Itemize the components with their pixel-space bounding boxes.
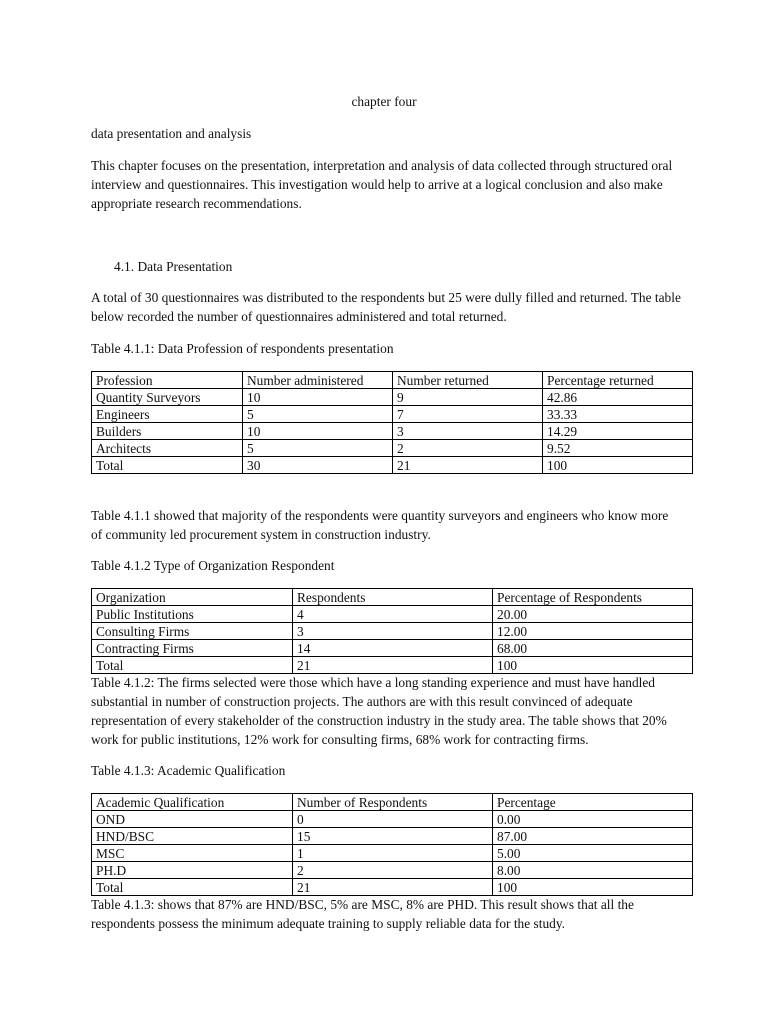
- table-cell: 14.29: [543, 423, 693, 440]
- table-profession: [91, 371, 693, 474]
- header-cell: Respondents: [293, 589, 493, 606]
- table-row: [92, 406, 693, 423]
- subsection-title: Data Presentation: [137, 259, 233, 274]
- table-organization: [91, 588, 693, 674]
- table-cell: 5: [243, 406, 393, 423]
- table-cell: 68.00: [493, 640, 693, 657]
- table-profession-note: Table 4.1.1 showed that majority of the respondents were quantity surveyors and engineers who know more of community led procurement system in construction industry.: [91, 508, 669, 542]
- table-header-row: [92, 589, 693, 606]
- table-cell: 21: [393, 457, 543, 474]
- table-profession-caption: Table 4.1.1: Data Profession of respondents presentation: [91, 341, 394, 356]
- table-qualification-caption: Table 4.1.3: Academic Qualification: [91, 763, 286, 778]
- table-row: [92, 828, 693, 845]
- intro-paragraph: This chapter focuses on the presentation, interpretation and analysis of data collected through structured oral interview and questionnaires. This investigation would help to arrive at a logical conclusion and also make appropriate research recommendations.: [91, 158, 673, 211]
- table-cell: 100: [493, 879, 693, 896]
- table-cell: 21: [293, 879, 493, 896]
- table-row: [92, 389, 693, 406]
- header-cell: Number administered: [243, 372, 393, 389]
- section-heading: data presentation and analysis: [91, 126, 252, 141]
- table-row: [92, 440, 693, 457]
- table-row: [92, 606, 693, 623]
- table-cell: Contracting Firms: [92, 640, 293, 657]
- table-cell: PH.D: [92, 862, 293, 879]
- table-cell: 5.00: [493, 845, 693, 862]
- header-cell: Number of Respondents: [293, 794, 493, 811]
- table-cell: 10: [243, 389, 393, 406]
- table-cell: 21: [293, 657, 493, 674]
- table-cell: 3: [393, 423, 543, 440]
- table-total-row: [92, 657, 693, 674]
- table-cell: 33.33: [543, 406, 693, 423]
- table-cell: HND/BSC: [92, 828, 293, 845]
- table-row: [92, 623, 693, 640]
- subsection-heading: [114, 257, 232, 276]
- table-cell: Public Institutions: [92, 606, 293, 623]
- table-cell: 100: [493, 657, 693, 674]
- table-header-row: [92, 372, 693, 389]
- table-cell: OND: [92, 811, 293, 828]
- table-cell: 100: [543, 457, 693, 474]
- table-row: [92, 845, 693, 862]
- table-cell: 3: [293, 623, 493, 640]
- table-cell: Consulting Firms: [92, 623, 293, 640]
- questionnaire-paragraph: A total of 30 questionnaires was distributed to the respondents but 25 were dully filled and returned. The table below recorded the number of questionnaires administered and total returned.: [91, 290, 681, 324]
- chapter-title: chapter four: [351, 94, 417, 109]
- table-cell: 9.52: [543, 440, 693, 457]
- table-row: [92, 423, 693, 440]
- table-total-row: [92, 879, 693, 896]
- table-cell: 12.00: [493, 623, 693, 640]
- table-cell: Builders: [92, 423, 243, 440]
- table-cell: 2: [293, 862, 493, 879]
- table-row: [92, 811, 693, 828]
- table-cell: 42.86: [543, 389, 693, 406]
- table-cell: Engineers: [92, 406, 243, 423]
- table-cell: 87.00: [493, 828, 693, 845]
- table-cell: Total: [92, 657, 293, 674]
- table-cell: Quantity Surveyors: [92, 389, 243, 406]
- table-cell: 0: [293, 811, 493, 828]
- table-qualification: [91, 793, 693, 896]
- table-cell: 9: [393, 389, 543, 406]
- table-cell: MSC: [92, 845, 293, 862]
- table-cell: Architects: [92, 440, 243, 457]
- table-row: [92, 640, 693, 657]
- table-qualification-note: Table 4.1.3: shows that 87% are HND/BSC, 5% are MSC, 8% are PHD. This result shows that all the respondents possess the minimum adequate training to supply reliable data for the study.: [91, 897, 634, 931]
- table-cell: 8.00: [493, 862, 693, 879]
- table-cell: Total: [92, 457, 243, 474]
- table-header-row: [92, 794, 693, 811]
- table-cell: 1: [293, 845, 493, 862]
- header-cell: Organization: [92, 589, 293, 606]
- table-organization-note: Table 4.1.2: The firms selected were those which have a long standing experience and must have handled substantial in number of construction projects. The authors are with this result convinced of adequate representation of every stakeholder of the construction industry in the study area. The table shows that 20% work for public institutions, 12% work for consulting firms, 68% work for contracting firms.: [91, 675, 667, 747]
- table-cell: 15: [293, 828, 493, 845]
- table-cell: 7: [393, 406, 543, 423]
- header-cell: Academic Qualification: [92, 794, 293, 811]
- table-cell: 30: [243, 457, 393, 474]
- header-cell: Percentage of Respondents: [493, 589, 693, 606]
- table-cell: 5: [243, 440, 393, 457]
- table-total-row: [92, 457, 693, 474]
- table-row: [92, 862, 693, 879]
- table-cell: 4: [293, 606, 493, 623]
- header-cell: Profession: [92, 372, 243, 389]
- header-cell: Percentage returned: [543, 372, 693, 389]
- table-cell: 2: [393, 440, 543, 457]
- table-organization-caption: Table 4.1.2 Type of Organization Respondent: [91, 558, 335, 573]
- table-cell: 10: [243, 423, 393, 440]
- table-cell: Total: [92, 879, 293, 896]
- header-cell: Number returned: [393, 372, 543, 389]
- header-cell: Percentage: [493, 794, 693, 811]
- table-cell: 14: [293, 640, 493, 657]
- table-cell: 0.00: [493, 811, 693, 828]
- table-cell: 20.00: [493, 606, 693, 623]
- subsection-number: 4.1.: [114, 259, 135, 274]
